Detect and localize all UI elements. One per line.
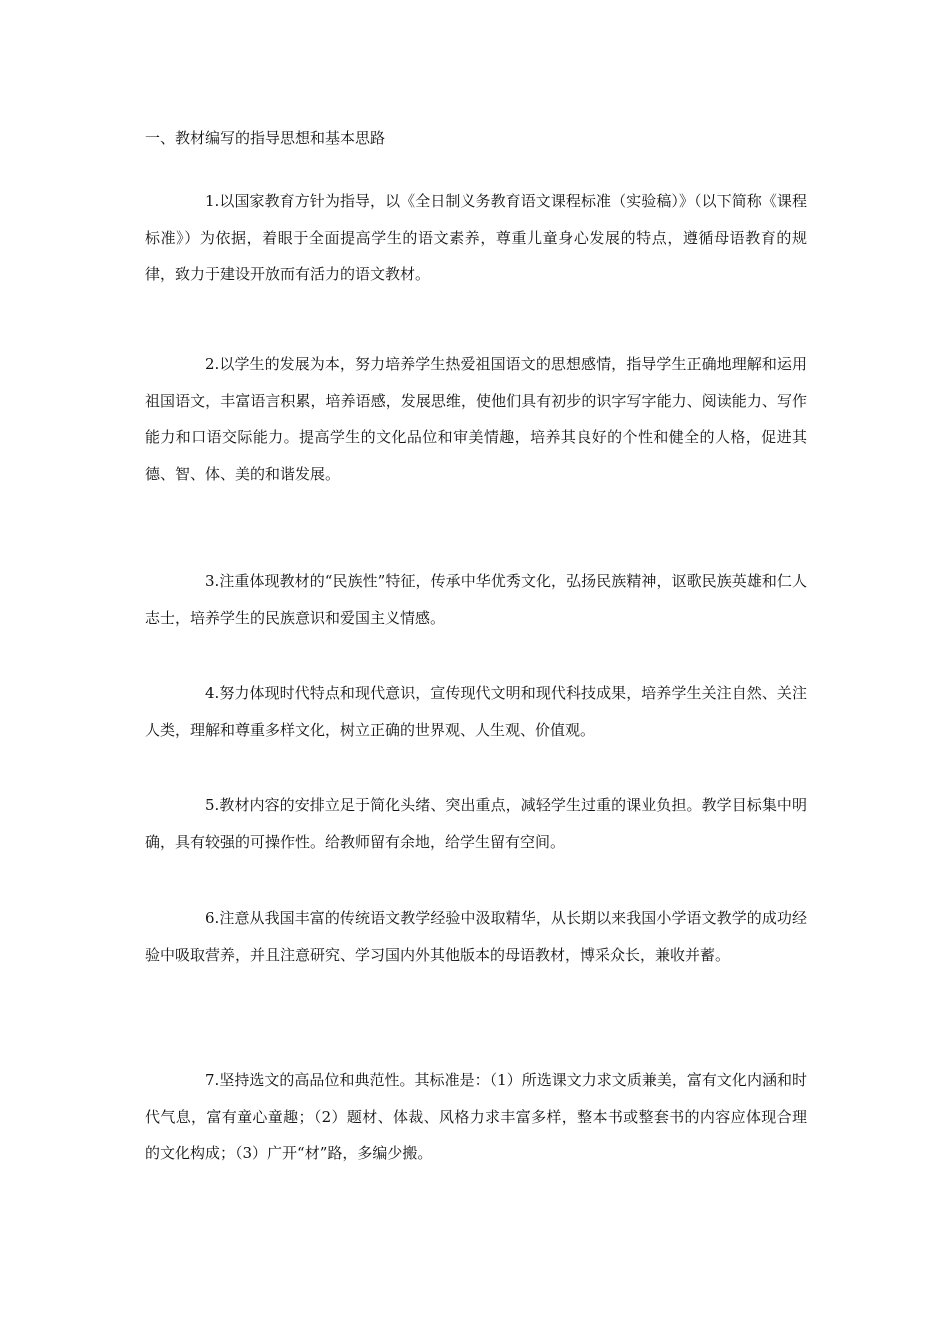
paragraph-3: 3.注重体现教材的“民族性”特征，传承中华优秀文化，弘扬民族精神，讴歌民族英雄和仁人志士，培养学生的民族意识和爱国主义情感。 (145, 572, 807, 627)
paragraph-4: 4.努力体现时代特点和现代意识，宣传现代文明和现代科技成果，培养学生关注自然、关注人类，理解和尊重多样文化，树立正确的世界观、人生观、价值观。 (145, 684, 807, 739)
paragraph-2: 2.以学生的发展为本，努力培养学生热爱祖国语文的思想感情，指导学生正确地理解和运用祖国语文，丰富语言积累，培养语感，发展思维，使他们具有初步的识字写字能力、阅读能力、写作能力和口语交际能力。提高学生的文化品位和审美情趣，培养其良好的个性和健全的人格，促进其德、智、体、美的和谐发展。 (145, 355, 807, 483)
paragraph-1: 1.以国家教育方针为指导，以《全日制义务教育语文课程标准（实验稿）》（以下简称《课程标准》）为依据，着眼于全面提高学生的语文素养，尊重儿童身心发展的特点，遵循母语教育的规律，致力于建设开放而有活力的语文教材。 (145, 192, 807, 283)
paragraph-5: 5.教材内容的安排立足于简化头绪、突出重点，减轻学生过重的课业负担。教学目标集中明确，具有较强的可操作性。给教师留有余地，给学生留有空间。 (145, 796, 807, 851)
paragraph-7: 7.坚持选文的高品位和典范性。其标准是：（1）所选课文力求文质兼美，富有文化内涵和时代气息，富有童心童趣；（2）题材、体裁、风格力求丰富多样，整本书或整套书的内容应体现合理的文化构成；（3）广开“材”路，多编少搬。 (145, 1071, 807, 1162)
section-heading: 一、教材编写的指导思想和基本思路 (145, 129, 386, 147)
paragraph-6: 6.注意从我国丰富的传统语文教学经验中汲取精华，从长期以来我国小学语文教学的成功经验中吸取营养，并且注意研究、学习国内外其他版本的母语教材，博采众长，兼收并蓄。 (145, 909, 807, 964)
